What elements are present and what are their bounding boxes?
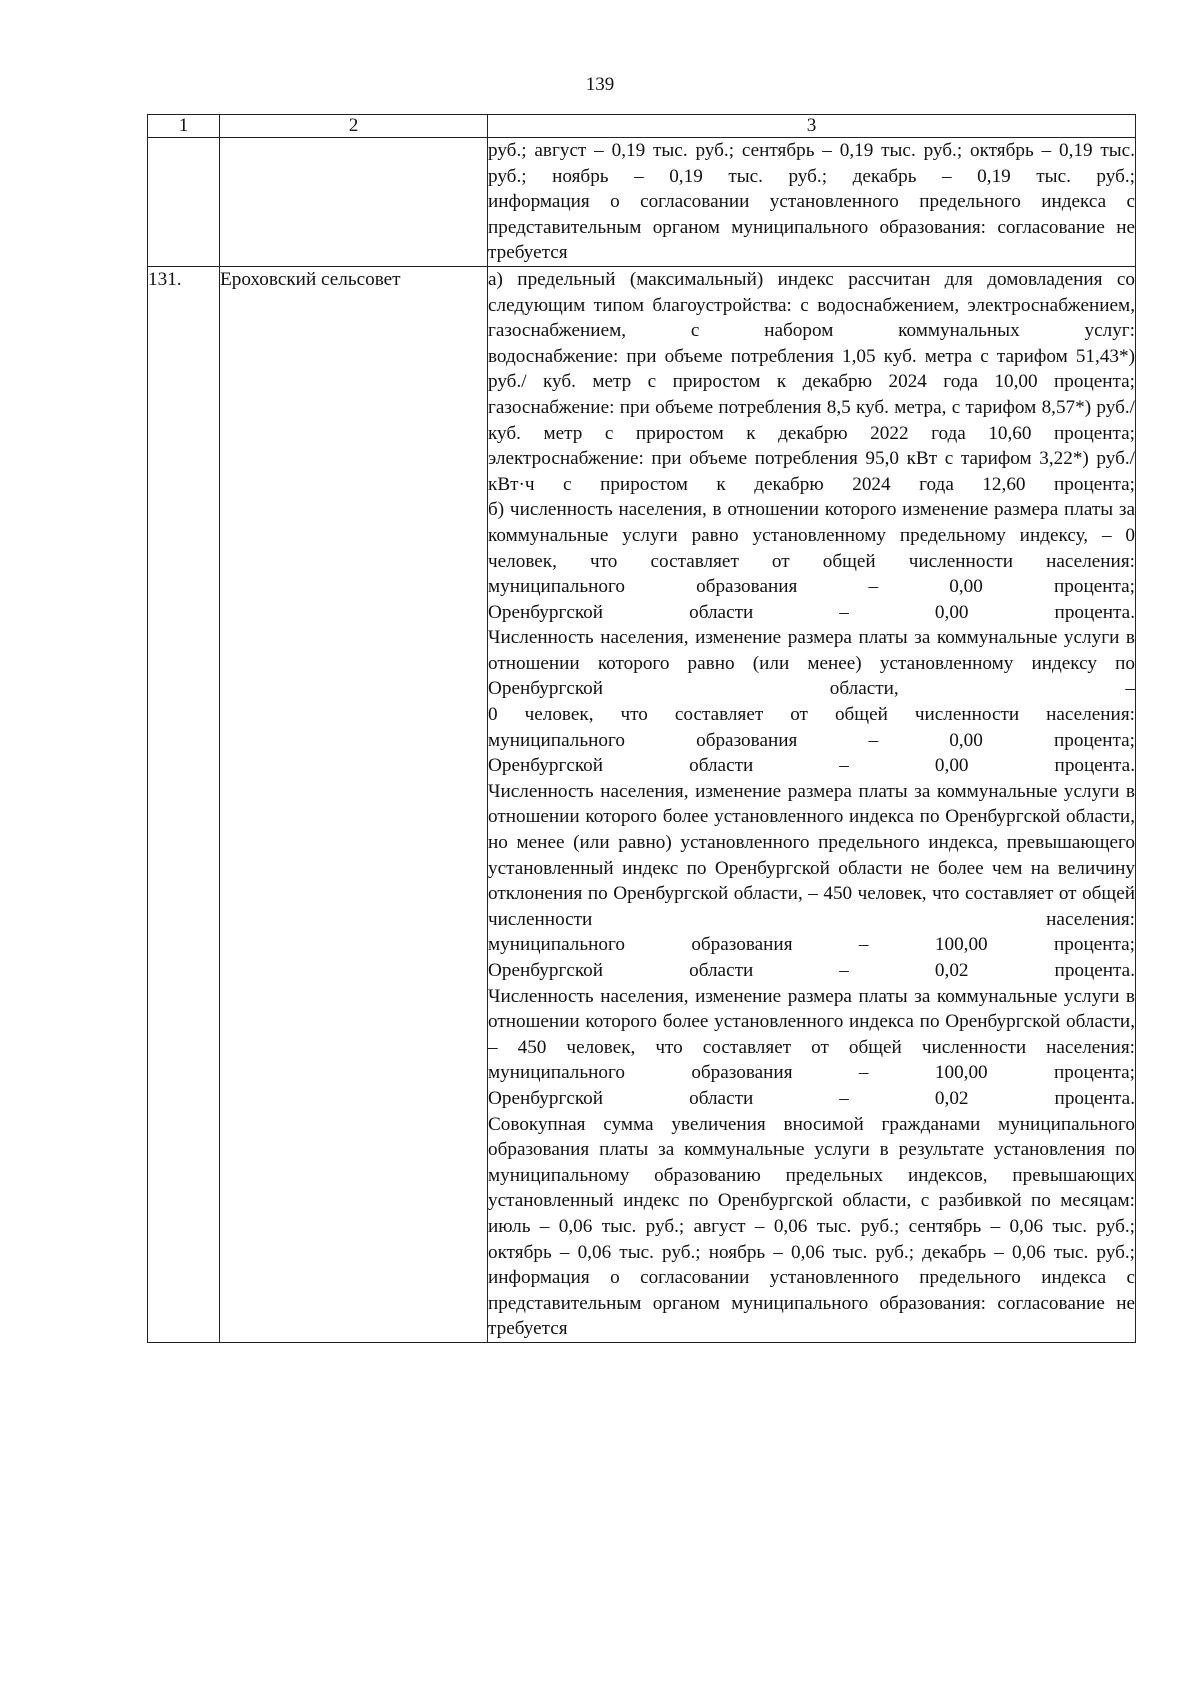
description-paragraph: Оренбургской области – 0,02 процента.: [488, 960, 1135, 981]
municipality-name-cell: [220, 138, 488, 267]
description-paragraph: б) численность населения, в отношении которого изменение размера платы за коммунальные услуги равно установленному предельному индексу, – 0 человек, что составляет от общей численности населения:: [488, 499, 1135, 572]
description-cell: [488, 138, 1136, 267]
description-paragraph: информация о согласовании установленного предельного индекса с представительным органом муниципального образования: согласование не требуется: [488, 1267, 1135, 1340]
header-cell-2: 2: [220, 115, 488, 138]
description-paragraph: муниципального образования – 0,00 процента;: [488, 729, 1135, 751]
table-row-continuation: [148, 138, 1136, 267]
description-paragraph: водоснабжение: при объеме потребления 1,05 куб. метра с тарифом 51,43*) руб./ куб. метр с приростом к декабрю 2024 года 10,00 процента;: [488, 345, 1135, 393]
description-paragraph: электроснабжение: при объеме потребления 95,0 кВт с тарифом 3,22*) руб./кВт·ч с приростом к декабрю 2024 года 12,60 процента;: [488, 448, 1135, 495]
description-paragraph: информация о согласовании установленного предельного индекса с представительным органом муниципального образования: согласование не требуется: [488, 191, 1135, 264]
row-number-cell: 131.: [148, 266, 220, 1342]
header-cell-1: 1: [148, 115, 220, 138]
data-table: [147, 114, 1136, 1343]
row-number-cell: [148, 138, 220, 267]
description-paragraph: Оренбургской области – 0,00 процента.: [488, 755, 1135, 777]
page-number: 139: [585, 74, 615, 95]
description-paragraph: Численность населения, изменение размера платы за коммунальные услуги в отношении которого более установленного индекса по Оренбургской области, но менее (или равно) установленного предельного индекса, превышающего установленный индекс по Оренбургской области не более чем на величину отклонения по Оренбургской области, – 450 человек, что составляет от общей численности населения:: [488, 780, 1135, 930]
description-paragraph: газоснабжение: при объеме потребления 8,5 куб. метра, с тарифом 8,57*) руб./куб. метр с приростом к декабрю 2022 года 10,60 процента;: [488, 396, 1135, 444]
header-row: [148, 115, 1136, 138]
description-paragraph: Совокупная сумма увеличения вносимой гражданами муниципального образования платы за коммунальные услуги в результате установления по муниципальному образованию предельных индексов, превышающих установленный индекс по Оренбургской области, с разбивкой по месяцам: июль – 0,06 тыс. руб.; август – 0,06 тыс. руб.; сентябрь – 0,06 тыс. руб.; октябрь – 0,06 тыс. руб.; ноябрь – 0,06 тыс. руб.; декабрь – 0,06 тыс. руб.;: [488, 1113, 1135, 1263]
description-paragraph: Численность населения, изменение размера платы за коммунальные услуги в отношении которого равно (или менее) установленному индексу по Оренбургской области, –: [488, 627, 1135, 700]
table-row-131: [148, 266, 1136, 1342]
description-paragraph: Оренбургской области – 0,02 процента.: [488, 1087, 1135, 1109]
municipality-name-cell: Ероховский сельсовет: [220, 266, 488, 1342]
description-paragraph: 0 человек, что составляет от общей численности населения:: [488, 704, 1135, 726]
description-paragraph: а) предельный (максимальный) индекс рассчитан для домовладения со следующим типом благоустройства: с водоснабжением, электроснабжением, газоснабжением, с набором коммунальных услуг:: [488, 268, 1135, 342]
description-cell: [488, 266, 1136, 1342]
description-paragraph: муниципального образования – 100,00 процента;: [488, 934, 1135, 956]
description-paragraph: Оренбургской области – 0,00 процента.: [488, 601, 1135, 623]
description-paragraph: Численность населения, изменение размера платы за коммунальные услуги в отношении которого более установленного индекса по Оренбургской области, – 450 человек, что составляет от общей численности населения:: [488, 985, 1135, 1058]
header-cell-3: 3: [488, 115, 1136, 138]
description-paragraph: муниципального образования – 100,00 процента;: [488, 1062, 1135, 1084]
description-paragraph: муниципального образования – 0,00 процента;: [488, 576, 1135, 598]
description-paragraph: руб.; август – 0,19 тыс. руб.; сентябрь – 0,19 тыс. руб.; октябрь – 0,19 тыс. руб.; ноябрь – 0,19 тыс. руб.; декабрь – 0,19 тыс. руб.;: [488, 140, 1135, 187]
